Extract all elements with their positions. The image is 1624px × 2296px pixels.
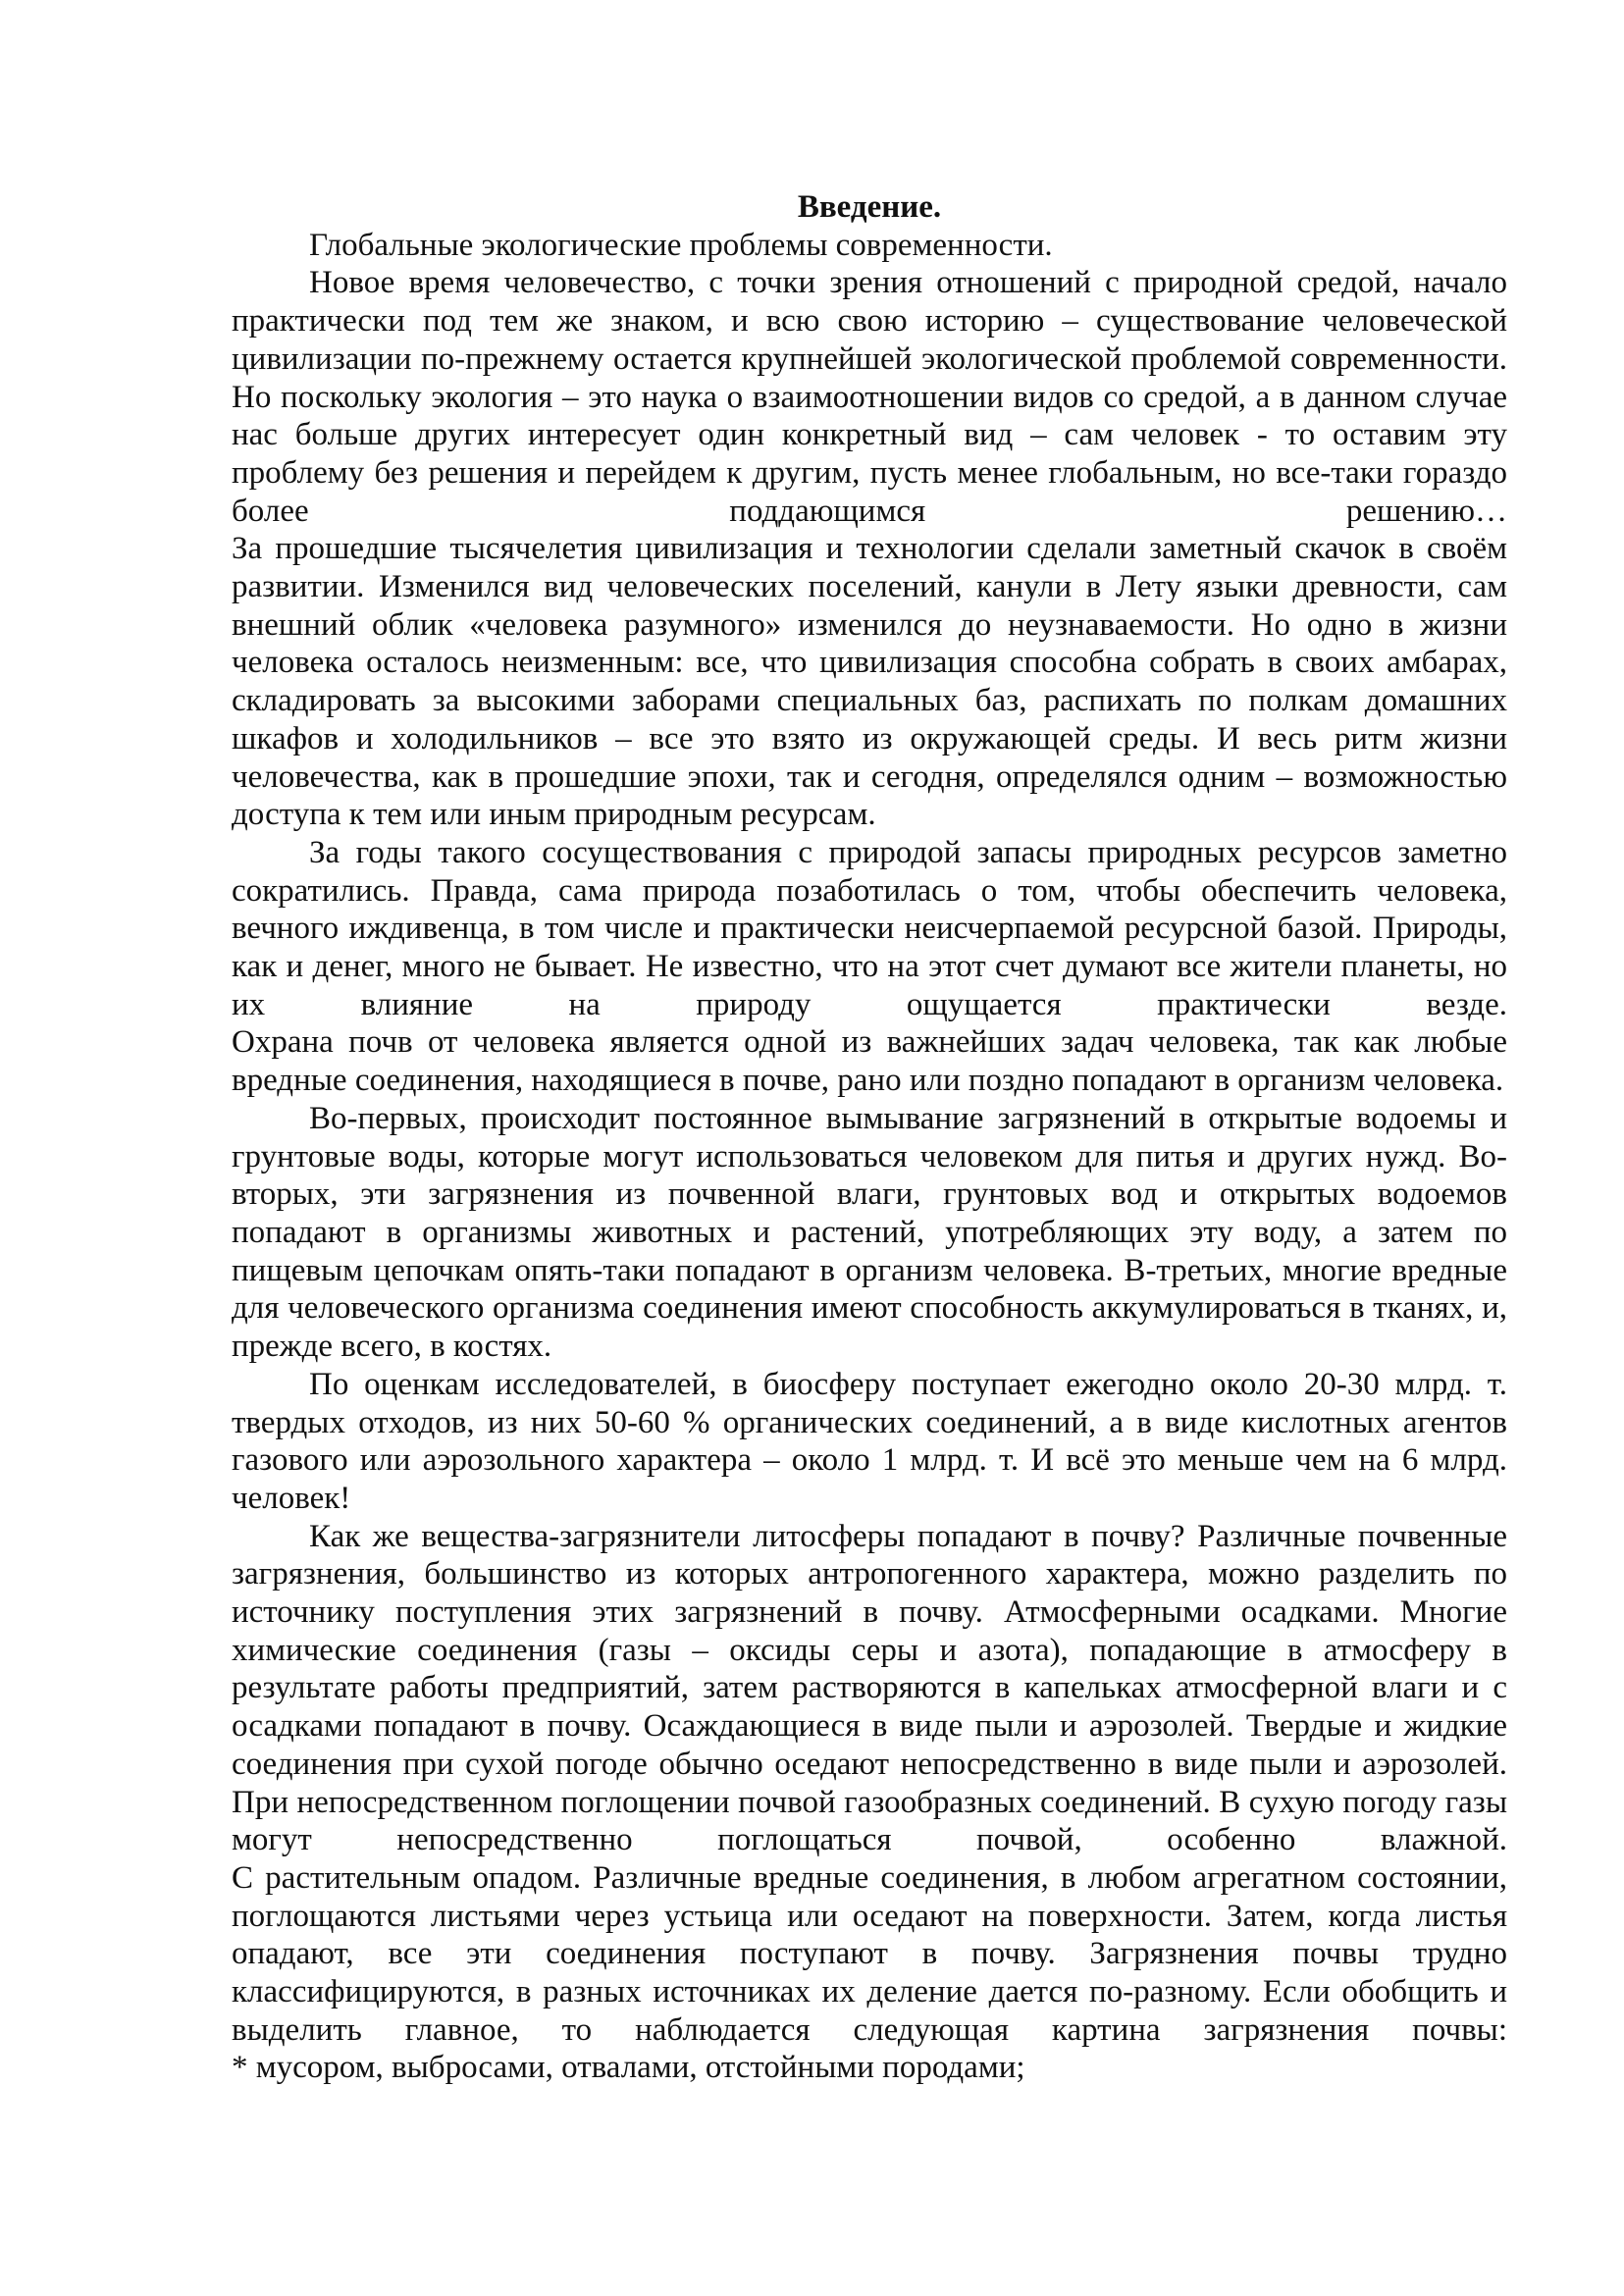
paragraph-1b: За прошедшие тысячелетия цивилизация и технологии сделали заметный скачок в своём развитии. Изменился вид человеческих поселений, канули в Лету языки древности, сам внешний облик «человека разумного» изменился до неузнаваемости. Но одно в жизни человека осталось неизменным: все, что цивилизация способна собрать в своих амбарах, складировать за высокими заборами специальных баз, распихать по полкам домашних шкафов и холодильников – все это взято из окружающей среды. И весь ритм жизни человечества, как в прошедшие эпохи, так и сегодня, определялся одним – возможностью доступа к тем или иным природным ресурсам. (232, 531, 1507, 833)
paragraph-5a: Как же вещества-загрязнители литосферы попадают в почву? Различные почвенные загрязнения, большинство из которых антропогенного характера, можно разделить по источнику поступления этих загрязнений в почву. Атмосферными осадками. Многие химические соединения (газы – оксиды серы и азота), попадающие в атмосферу в результате работы предприятий, затем растворяются в капельках атмосферной влаги и с осадками попадают в почву. Осаждающиеся в виде пыли и аэрозолей. Твердые и жидкие соединения при сухой погоде обычно оседают непосредственно в виде пыли и аэрозолей. При непосредственном поглощении почвой газообразных соединений. В сухую погоду газы могут непосредственно поглощаться почвой, особенно влажной. (232, 1518, 1507, 1858)
paragraph-1a: Новое время человечество, с точки зрения отношений с природной средой, начало практически под тем же знаком, и всю свою историю – существование человеческой цивилизации по-прежнему остается крупнейшей экологической проблемой современности. Но поскольку экология – это наука о взаимоотношении видов со средой, а в данном случае нас больше других интересует один конкретный вид – сам человек - то оставим эту проблему без решения и перейдем к другим, пусть менее глобальным, но все-таки гораздо более поддающимся решению… (232, 265, 1507, 529)
paragraph-2a: За годы такого сосуществования с природой запасы природных ресурсов заметно сократились. Правда, сама природа позаботилась о том, чтобы обеспечить человека, вечного иждивенца, в том числе и практически неисчерпаемой ресурсной базой. Природы, как и денег, много не бывает. Не известно, что на этот счет думают все жители планеты, но их влияние на природу ощущается практически везде. (232, 834, 1507, 1022)
document-subtitle: Глобальные экологические проблемы современности. (309, 227, 1053, 263)
paragraph-2b: Охрана почв от человека является одной из важнейших задач человека, так как любые вредные соединения, находящиеся в почве, рано или поздно попадают в организм человека. (232, 1024, 1507, 1099)
list-item: * мусором, выбросами, отвалами, отстойными породами; (232, 2050, 1025, 2086)
paragraph-3: Во-первых, происходит постоянное вымывание загрязнений в открытые водоемы и грунтовые воды, которые могут использоваться человеком для питья и других нужд. Во-вторых, эти загрязнения из почвенной влаги, грунтовых вод и открытых водоемов попадают в организмы животных и растений, употребляющих эту воду, а затем по пищевым цепочкам опять-таки попадают в организм человека. В-третьих, многие вредные для человеческого организма соединения имеют способность аккумулироваться в тканях, и, прежде всего, в костях. (232, 1100, 1507, 1365)
document-title: Введение. (797, 189, 942, 225)
paragraph-4: По оценкам исследователей, в биосферу поступает ежегодно около 20-30 млрд. т. твердых отходов, из них 50-60 % органических соединений, а в виде кислотных агентов газового или аэрозольного характера – около 1 млрд. т. И всё это меньше чем на 6 млрд. человек! (232, 1366, 1507, 1516)
document-body (232, 188, 1507, 2087)
paragraph-5b: С растительным опадом. Различные вредные соединения, в любом агрегатном состоянии, поглощаются листьями через устьица или оседают на поверхности. Затем, когда листья опадают, все эти соединения поступают в почву. Загрязнения почвы трудно классифицируются, в разных источниках их деление дается по-разному. Если обобщить и выделить главное, то наблюдается следующая картина загрязнения почвы: (232, 1859, 1507, 2048)
